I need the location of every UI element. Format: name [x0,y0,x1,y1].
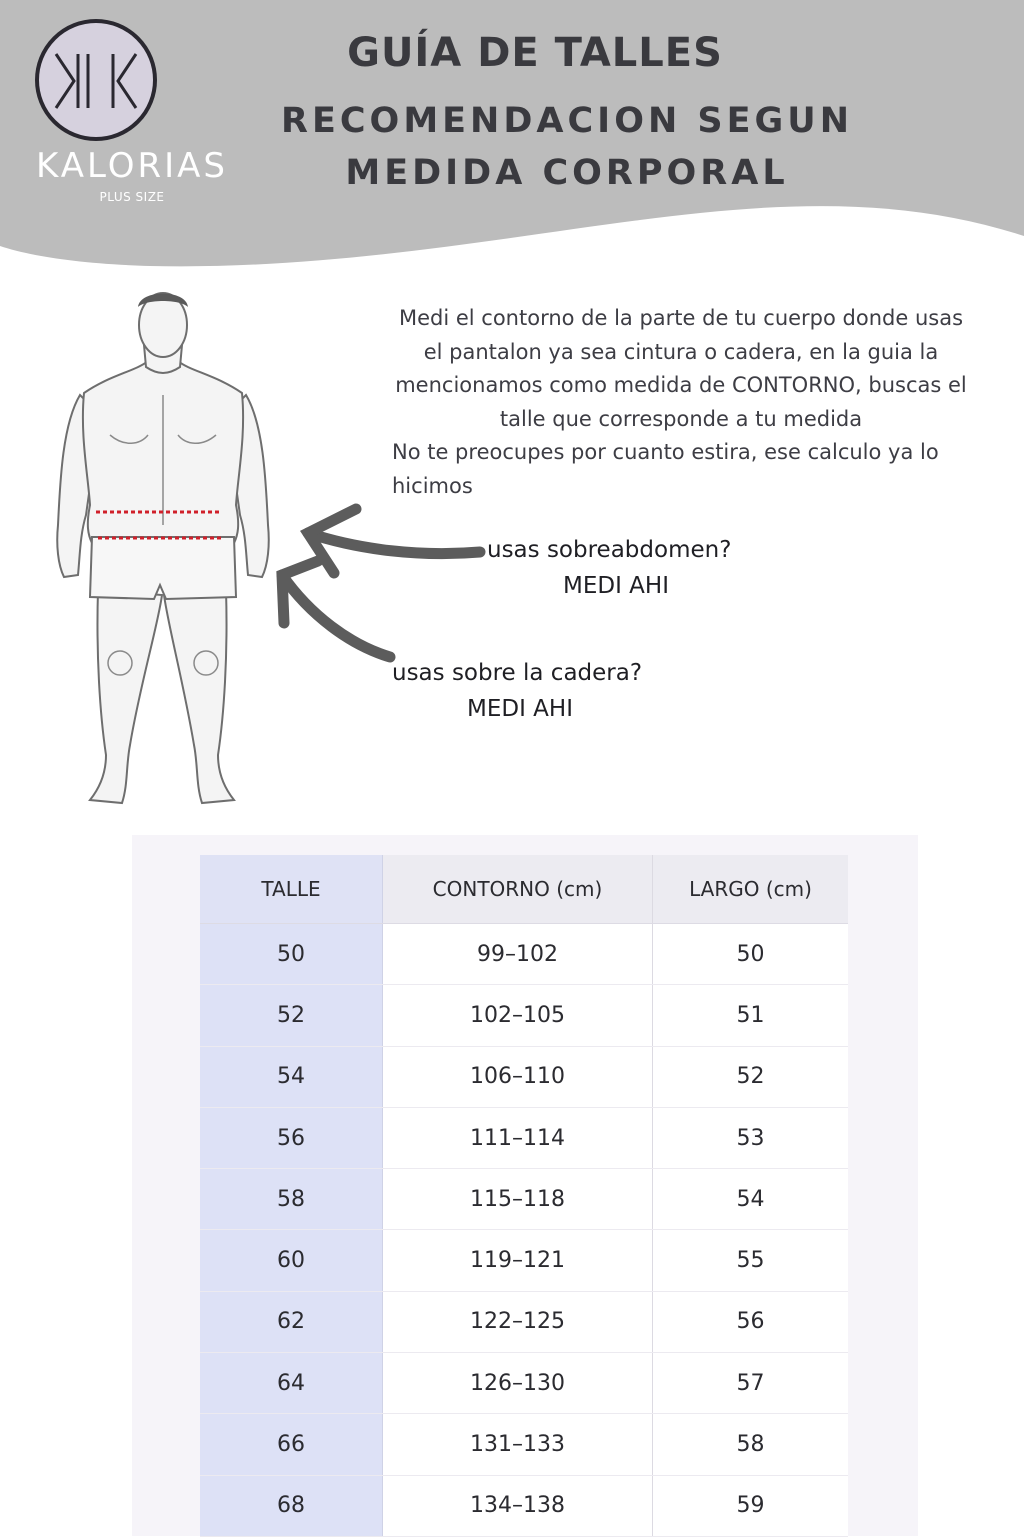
cell-largo: 56 [653,1291,849,1352]
abdomen-question: usas sobreabdomen? [487,537,732,563]
table-row [200,1046,848,1107]
table-row [200,1475,848,1536]
cell-largo: 52 [653,1046,849,1107]
table-row [200,924,848,985]
cell-talle: 64 [200,1353,383,1414]
abdomen-action: MEDI AHI [563,573,669,599]
table-row [200,985,848,1046]
table-row [200,1414,848,1475]
cell-largo: 58 [653,1414,849,1475]
cell-contorno: 111–114 [383,1107,653,1168]
cell-largo: 54 [653,1169,849,1230]
cell-talle: 62 [200,1291,383,1352]
cell-largo: 51 [653,985,849,1046]
cell-largo: 55 [653,1230,849,1291]
body-figure-illustration [40,285,290,815]
table-row [200,1291,848,1352]
header-largo: LARGO (cm) [653,855,849,924]
cell-contorno: 115–118 [383,1169,653,1230]
cell-talle: 66 [200,1414,383,1475]
cell-talle: 54 [200,1046,383,1107]
header-talle: TALLE [200,855,383,924]
brand-tagline: PLUS SIZE [99,190,165,204]
cell-contorno: 99–102 [383,924,653,985]
page-subtitle: RECOMENDACION SEGUN MEDIDA CORPORAL [281,101,853,193]
header-contorno: CONTORNO (cm) [383,855,653,924]
table-row [200,1230,848,1291]
cell-talle: 68 [200,1475,383,1536]
cell-contorno: 106–110 [383,1046,653,1107]
table-row [200,1107,848,1168]
instructions-note: No te preocupes por cuanto estira, ese calculo ya lo hicimos [392,440,939,498]
cell-contorno: 134–138 [383,1475,653,1536]
cell-talle: 52 [200,985,383,1046]
pointer-arrows [260,495,500,665]
hip-action: MEDI AHI [467,696,573,722]
measurement-instructions [392,302,970,503]
cell-largo: 59 [653,1475,849,1536]
page-title: GUÍA DE TALLES [347,30,723,76]
cell-contorno: 122–125 [383,1291,653,1352]
cell-largo: 57 [653,1353,849,1414]
instructions-paragraph: Medi el contorno de la parte de tu cuerpo donde usas el pantalon ya sea cintura o cadera, en la guia la mencionamos como medida de CONTORNO, buscas el talle que corresponde a tu medida [395,306,967,431]
size-table [200,855,848,1537]
cell-talle: 58 [200,1169,383,1230]
kalorias-logo [22,18,242,218]
cell-contorno: 119–121 [383,1230,653,1291]
table-header-row [200,855,848,924]
cell-contorno: 126–130 [383,1353,653,1414]
hip-question: usas sobre la cadera? [392,660,643,686]
brand-name: KALORIAS [36,146,228,186]
cell-contorno: 131–133 [383,1414,653,1475]
cell-talle: 60 [200,1230,383,1291]
cell-talle: 56 [200,1107,383,1168]
cell-largo: 50 [653,924,849,985]
cell-largo: 53 [653,1107,849,1168]
cell-talle: 50 [200,924,383,985]
table-row [200,1169,848,1230]
cell-contorno: 102–105 [383,985,653,1046]
table-row [200,1353,848,1414]
